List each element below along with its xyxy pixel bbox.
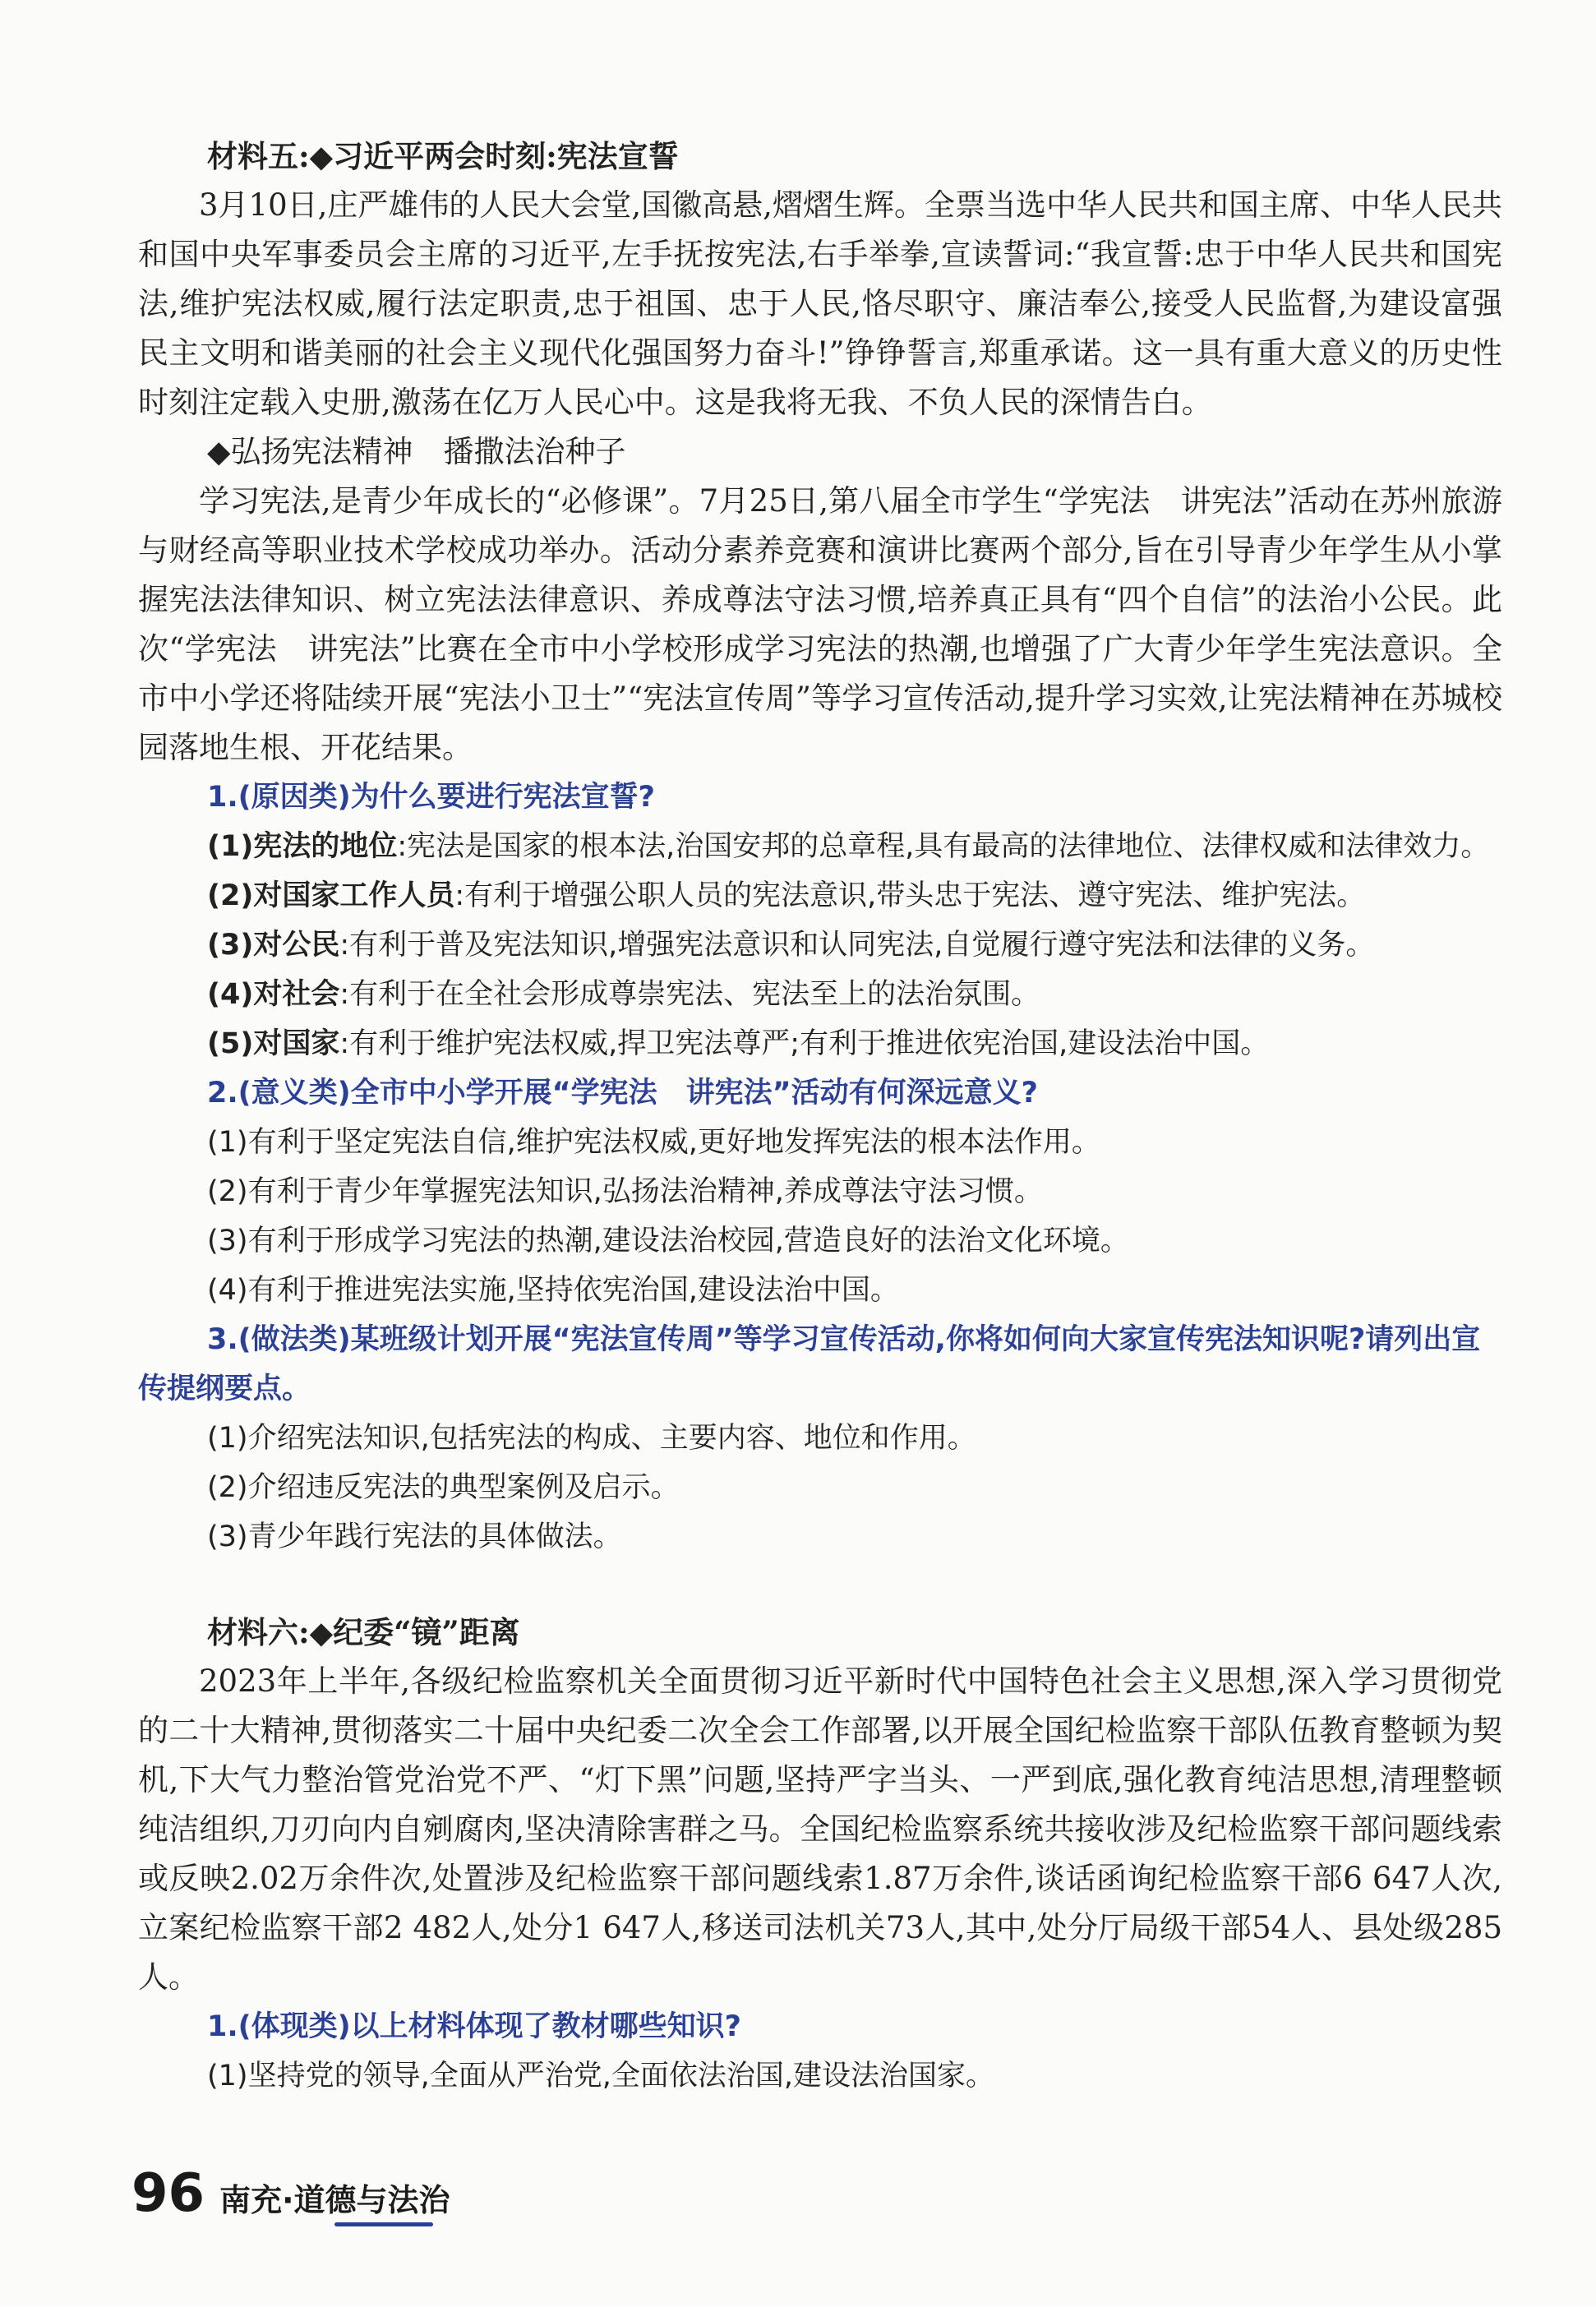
question-6-1: 1.(体现类)以上材料体现了教材哪些知识? [207, 2010, 741, 2043]
answer-text: :宪法是国家的根本法,治国安邦的总章程,具有最高的法律地位、法律权威和法律效力。 [397, 830, 1490, 863]
answer-label: (3)对公民 [207, 929, 340, 962]
section-gap [138, 1562, 1502, 1608]
answer-label: (1)宪法的地位 [207, 830, 398, 863]
page-footer [131, 2163, 450, 2224]
answer-1-3 [138, 920, 1502, 970]
page-number: 96 [131, 2163, 205, 2224]
answer-text: :有利于普及宪法知识,增强宪法意识和认同宪法,自觉履行遵守宪法和法律的义务。 [339, 929, 1375, 962]
answer-1-2 [138, 871, 1502, 920]
answer-2-1: (1)有利于坚定宪法自信,维护宪法权威,更好地发挥宪法的根本法作用。 [207, 1126, 1100, 1159]
answer-1-5 [138, 1019, 1502, 1068]
answer-6-1-1: (1)坚持党的领导,全面从严治党,全面依法治国,建设法治国家。 [207, 2060, 994, 2092]
material6-paragraph-1: 2023年上半年,各级纪检监察机关全面贯彻习近平新时代中国特色社会主义思想,深入学习贯彻党的二十大精神,贯彻落实二十届中央纪委二次全会工作部署,以开展全国纪检监察干部队伍教育整顿为契机,下大气力整治管党治党不严、“灯下黑”问题,坚持严字当头、一严到底,强化教育纯洁思想,清理整顿纯洁组织,刀刃向内自剜腐肉,坚决清除害群之马。全国纪检监察系统共接收涉及纪检监察干部问题线索或反映2.02万余件次,处置涉及纪检监察干部问题线索1.87万余件,谈话函询纪检监察干部6 647人次,立案纪检监察干部2 482人,处分1 647人,移送司法机关73人,其中,处分厅局级干部54人、县处级285人。 [138, 1663, 1502, 1995]
material6-title: 材料六:◆纪委“镜”距离 [207, 1614, 520, 1650]
answer-1-4 [138, 970, 1502, 1019]
answer-3-2: (2)介绍违反宪法的典型案例及启示。 [207, 1471, 680, 1504]
answer-2-4: (4)有利于推进宪法实施,坚持依宪治国,建设法治中国。 [207, 1274, 899, 1307]
answer-1-1 [138, 822, 1502, 871]
answer-3-1: (1)介绍宪法知识,包括宪法的构成、主要内容、地位和作用。 [207, 1422, 976, 1455]
answer-label: (2)对国家工作人员 [207, 879, 455, 912]
title-underline-decoration [334, 2222, 433, 2226]
answer-text: :有利于在全社会形成尊崇宪法、宪法至上的法治氛围。 [339, 978, 1040, 1011]
answer-text: :有利于增强公职人员的宪法意识,带头忠于宪法、遵守宪法、维护宪法。 [454, 879, 1366, 912]
question-3: 3.(做法类)某班级计划开展“宪法宣传周”等学习宣传活动,你将如何向大家宣传宪法知识呢?请列出宣传提纲要点。 [138, 1323, 1481, 1405]
answer-text: :有利于维护宪法权威,捍卫宪法尊严;有利于推进依宪治国,建设法治中国。 [339, 1027, 1270, 1060]
content [138, 131, 1502, 2101]
answer-2-2: (2)有利于青少年掌握宪法知识,弘扬法治精神,养成尊法守法习惯。 [207, 1175, 1043, 1208]
answer-label: (4)对社会 [207, 978, 340, 1011]
book-title-text: 南充·道德与法治 [219, 2182, 450, 2218]
book-title [219, 2175, 450, 2220]
answer-2-3: (3)有利于形成学习宪法的热潮,建设法治校园,营造良好的法治文化环境。 [207, 1225, 1129, 1257]
material5-paragraph-2: 学习宪法,是青少年成长的“必修课”。7月25日,第八届全市学生“学宪法 讲宪法”活动在苏州旅游与财经高等职业技术学校成功举办。活动分素养竞赛和演讲比赛两个部分,旨在引导青少年学生从小掌握宪法法律知识、树立宪法法律意识、养成尊法守法习惯,培养真正具有“四个自信”的法治小公民。此次“学宪法 讲宪法”比赛在全市中小学校形成学习宪法的热潮,也增强了广大青少年学生宪法意识。全市中小学还将陆续开展“宪法小卫士”“宪法宣传周”等学习宣传活动,提升学习实效,让宪法精神在苏城校园落地生根、开花结果。 [138, 483, 1502, 765]
answer-3-3: (3)青少年践行宪法的具体做法。 [207, 1520, 622, 1553]
material5-paragraph-1: 3月10日,庄严雄伟的人民大会堂,国徽高悬,熠熠生辉。全票当选中华人民共和国主席、中华人民共和国中央军事委员会主席的习近平,左手抚按宪法,右手举拳,宣读誓词:“我宣誓:忠于中华人民共和国宪法,维护宪法权威,履行法定职责,忠于祖国、忠于人民,恪尽职守、廉洁奉公,接受人民监督,为建设富强民主文明和谐美丽的社会主义现代化强国努力奋斗!”铮铮誓言,郑重承诺。这一具有重大意义的历史性时刻注定载入史册,激荡在亿万人民心中。这是我将无我、不负人民的深情告白。 [138, 187, 1502, 420]
material5-title: 材料五:◆习近平两会时刻:宪法宣誓 [207, 138, 679, 174]
answer-label: (5)对国家 [207, 1027, 340, 1060]
question-1: 1.(原因类)为什么要进行宪法宣誓? [207, 781, 655, 814]
question-2: 2.(意义类)全市中小学开展“学宪法 讲宪法”活动有何深远意义? [207, 1077, 1038, 1110]
material5-subheading: ◆弘扬宪法精神 播撒法治种子 [207, 434, 626, 469]
